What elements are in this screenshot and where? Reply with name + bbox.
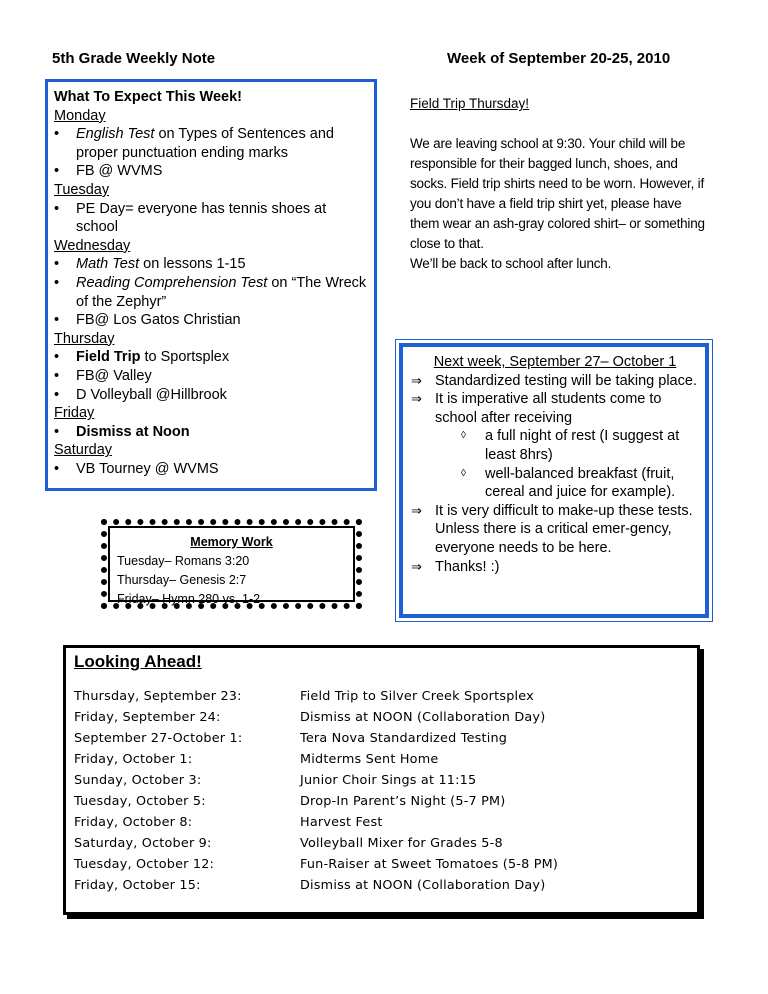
next-week-item-text: Standardized testing will be taking place. — [435, 372, 697, 389]
arrow-icon: ⇒ — [411, 372, 422, 388]
looking-ahead-box — [63, 645, 700, 915]
item-text-em: English Test — [76, 126, 155, 143]
memory-work-line: Tuesday– Romans 3:20 — [117, 554, 250, 568]
event-row — [74, 707, 689, 728]
next-week-item-text: It is imperative all students come to school after receiving — [435, 391, 662, 426]
day-heading: Tuesday — [54, 181, 110, 198]
field-trip-text — [410, 134, 710, 274]
event-row — [74, 812, 689, 833]
arrow-icon: ⇒ — [411, 391, 422, 407]
expect-this-week-box — [45, 79, 377, 491]
day-heading: Saturday — [54, 442, 113, 459]
event-row — [74, 749, 689, 770]
schedule-item — [54, 200, 368, 237]
next-week-title: Next week, September 27– October 1 — [433, 354, 677, 370]
item-text-rest: to Sportsplex — [140, 349, 230, 366]
schedule-item — [54, 311, 368, 330]
schedule-item — [54, 274, 368, 311]
bullet-icon: • — [54, 460, 60, 477]
event-date: Friday, October 8: — [74, 815, 193, 830]
memory-work-line: Thursday– Genesis 2:7 — [117, 573, 247, 587]
bullet-icon: • — [54, 423, 60, 440]
item-text-rest: on lessons 1-15 — [139, 256, 246, 273]
event-row — [74, 770, 689, 791]
event-date: Tuesday, October 5: — [74, 794, 206, 809]
event-date: Thursday, September 23: — [74, 689, 242, 704]
event-date: Tuesday, October 12: — [74, 857, 215, 872]
schedule-item — [54, 460, 368, 479]
item-text-rest: on Types of Sentences and proper punctuation ending marks — [76, 126, 334, 161]
event-row — [74, 875, 689, 896]
item-text-pre: PE Day= everyone has tennis shoes at school — [76, 200, 327, 236]
event-date: Friday, September 24: — [74, 710, 221, 725]
newsletter-title: 5th Grade Weekly Note — [52, 50, 216, 67]
day-heading: Monday — [54, 107, 106, 124]
event-name: Fun-Raiser at Sweet Tomatoes (5-8 PM) — [300, 857, 559, 872]
day-list — [54, 107, 368, 479]
bullet-icon: • — [54, 349, 60, 366]
expect-title: What To Expect This Week! — [54, 89, 242, 105]
arrow-icon: ⇒ — [411, 502, 422, 518]
arrow-icon: ⇒ — [411, 558, 422, 574]
item-text-strong: Dismiss at Noon — [76, 423, 190, 440]
event-date: Friday, October 1: — [74, 752, 193, 767]
item-text-em: Math Test — [76, 256, 140, 273]
schedule-item — [54, 348, 368, 367]
bullet-icon: • — [54, 200, 60, 217]
memory-work-title: Memory Work — [190, 535, 273, 549]
next-week-subitem — [411, 427, 699, 464]
item-text-rest: on “The Wreck of the Zephyr” — [76, 274, 367, 310]
field-trip-paragraph: We are leaving school at 9:30. Your child will be responsible for their bagged lunch, shoes, and socks. Field trip shirts need to be worn. However, if you don’t have a field trip shirt yet, please have them wear an ash-gray colored shirt– or something close to that. — [410, 136, 705, 251]
item-text-pre: FB@ Los Gatos Christian — [76, 312, 241, 329]
next-week-item — [411, 558, 699, 577]
next-week-inner — [399, 343, 709, 618]
day-heading: Thursday — [54, 330, 115, 347]
schedule-item — [54, 125, 368, 162]
event-date: Saturday, October 9: — [74, 836, 212, 851]
day-heading: Wednesday — [54, 237, 131, 254]
event-row — [74, 791, 689, 812]
item-text-pre: D Volleyball @Hillbrook — [76, 386, 227, 403]
bullet-icon: • — [54, 367, 60, 384]
event-name: Tera Nova Standardized Testing — [300, 731, 508, 746]
schedule-item — [54, 162, 368, 181]
looking-ahead-title: Looking Ahead! — [74, 652, 202, 671]
item-text-strong: Field Trip — [76, 349, 141, 366]
next-week-item — [411, 502, 699, 558]
next-week-item-text: It is very difficult to make-up these tests. Unless there is a critical emer-gency, everyone needs to be here. — [435, 502, 693, 556]
bullet-icon: • — [54, 274, 60, 291]
event-name: Dismiss at NOON (Collaboration Day) — [300, 710, 546, 725]
event-name: Midterms Sent Home — [300, 752, 439, 767]
event-date: Sunday, October 3: — [74, 773, 202, 788]
event-row — [74, 686, 689, 707]
event-row — [74, 854, 689, 875]
bullet-icon: • — [54, 126, 60, 143]
diamond-bullet-icon: ◊ — [461, 467, 466, 479]
next-week-subitem-text: well-balanced breakfast (fruit, cereal and juice for example). — [485, 465, 676, 501]
event-name: Dismiss at NOON (Collaboration Day) — [300, 878, 546, 893]
next-week-subitem — [411, 465, 699, 502]
next-week-item — [411, 390, 699, 427]
item-text-em: Reading Comprehension Test — [76, 274, 268, 291]
event-name: Volleyball Mixer for Grades 5-8 — [300, 836, 503, 851]
schedule-item — [54, 367, 368, 386]
next-week-list — [411, 372, 699, 577]
memory-work-list — [117, 552, 346, 609]
item-text-pre: VB Tourney @ WVMS — [76, 460, 219, 477]
diamond-bullet-icon: ◊ — [461, 430, 466, 442]
event-row — [74, 728, 689, 749]
event-name: Harvest Fest — [300, 815, 383, 830]
event-date: Friday, October 15: — [74, 878, 201, 893]
looking-ahead-list — [74, 686, 689, 896]
next-week-item-text: Thanks! :) — [435, 558, 500, 575]
memory-work-line: Friday– Hymn 280 vs. 1-2 — [117, 592, 261, 606]
next-week-item — [411, 372, 699, 391]
item-text-pre: FB@ Valley — [76, 367, 152, 384]
bullet-icon: • — [54, 163, 60, 180]
event-date: September 27-October 1: — [74, 731, 243, 746]
event-row — [74, 833, 689, 854]
bullet-icon: • — [54, 312, 60, 329]
next-week-box — [395, 339, 713, 622]
event-name: Junior Choir Sings at 11:15 — [300, 773, 477, 788]
day-heading: Friday — [54, 405, 95, 422]
schedule-item — [54, 423, 368, 442]
bullet-icon: • — [54, 256, 60, 273]
field-trip-heading: Field Trip Thursday! — [410, 96, 530, 111]
bullet-icon: • — [54, 386, 60, 403]
memory-work-box — [101, 519, 362, 609]
week-of-heading: Week of September 20-25, 2010 — [447, 50, 671, 67]
event-name: Drop-In Parent’s Night (5-7 PM) — [300, 794, 506, 809]
event-name: Field Trip to Silver Creek Sportsplex — [300, 689, 534, 704]
schedule-item — [54, 255, 368, 274]
field-trip-return: We’ll be back to school after lunch. — [410, 256, 612, 271]
item-text-pre: FB @ WVMS — [76, 163, 163, 180]
schedule-item — [54, 386, 368, 405]
next-week-subitem-text: a full night of rest (I suggest at least 8hrs) — [485, 428, 680, 463]
